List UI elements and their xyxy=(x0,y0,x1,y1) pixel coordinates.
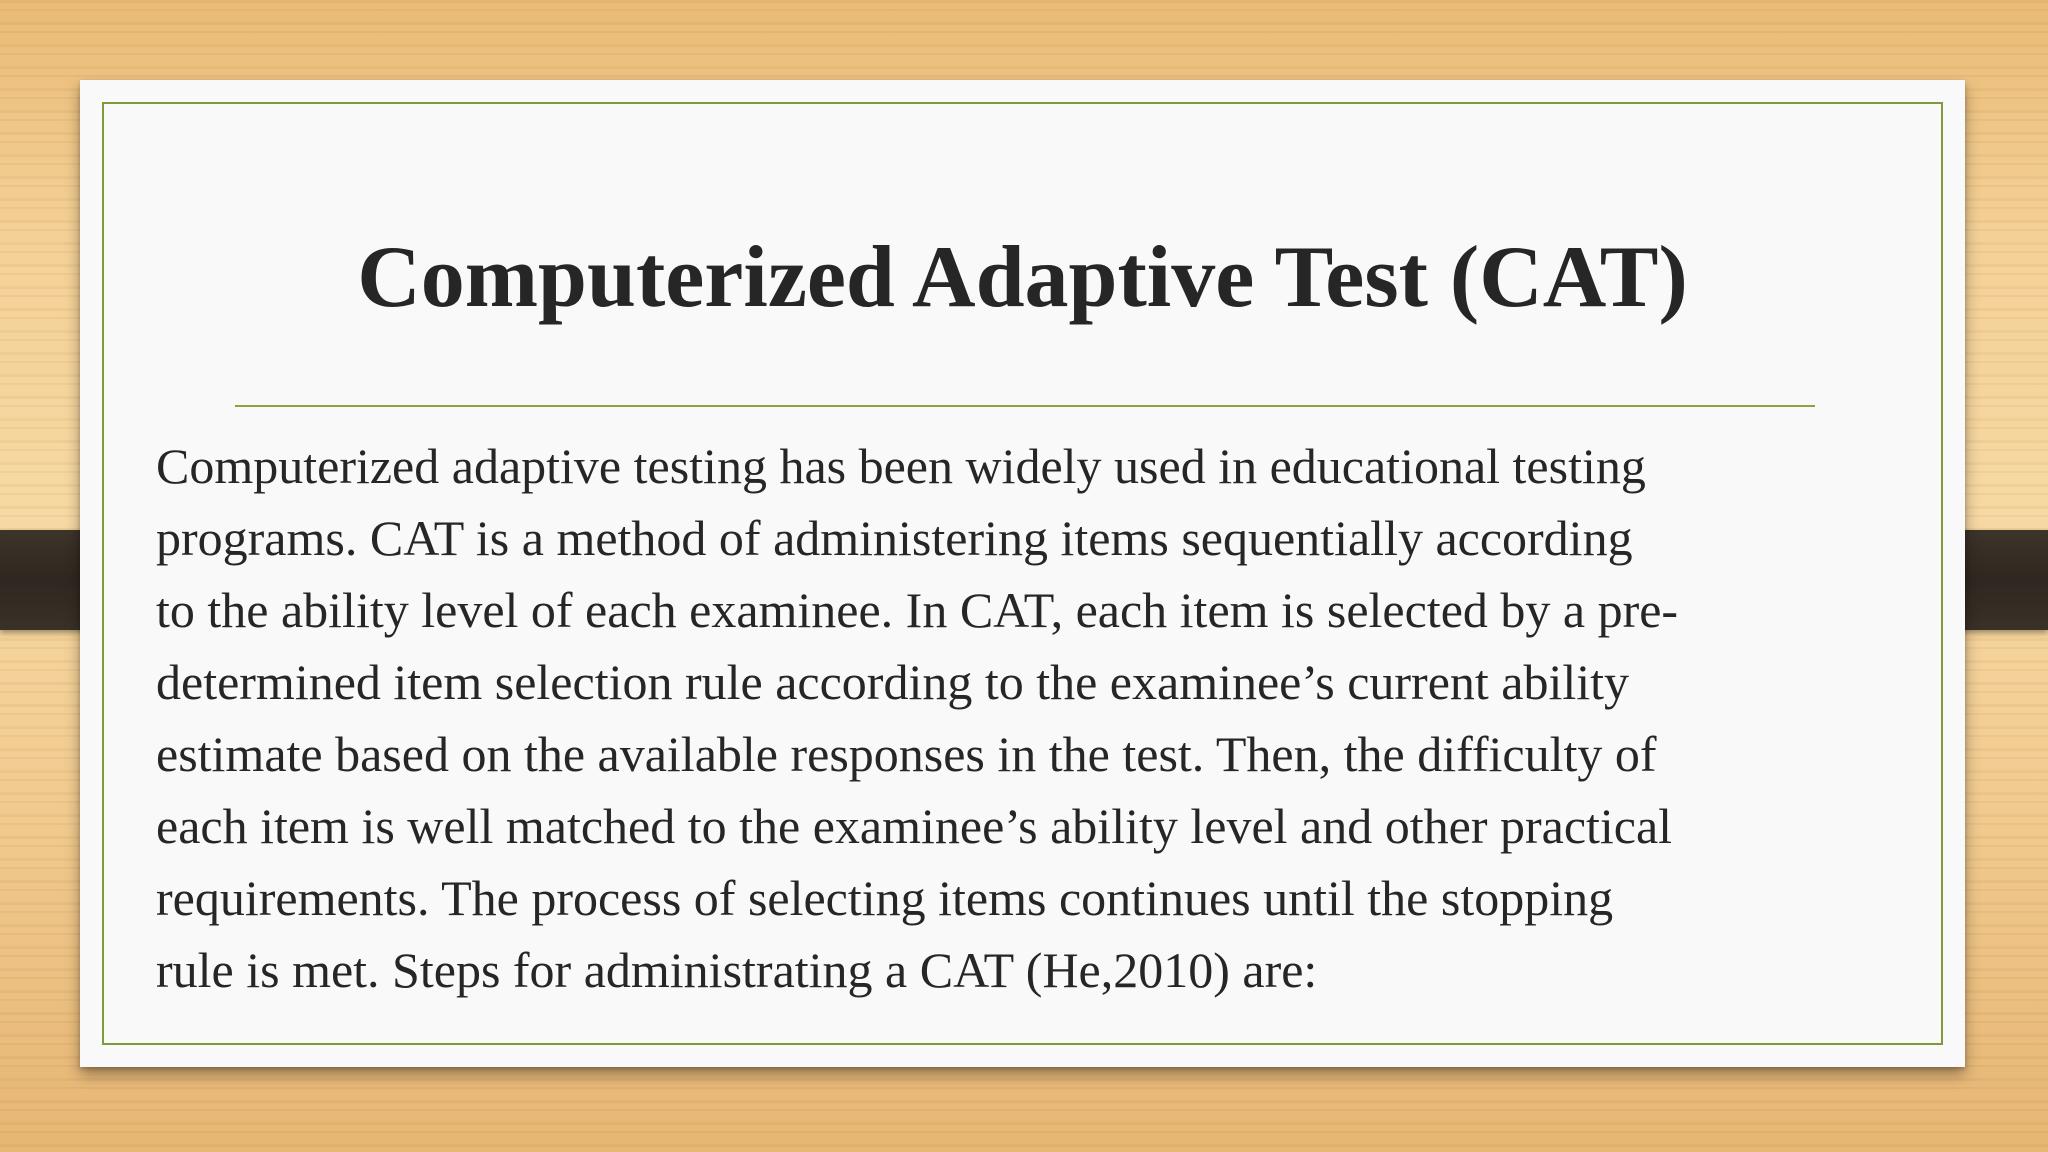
slide-body-text xyxy=(156,430,1916,1006)
body-line: programs. CAT is a method of administering items sequentially according xyxy=(156,510,1633,566)
title-divider xyxy=(235,405,1815,407)
slide-title: Computerized Adaptive Test (CAT) xyxy=(357,229,1688,326)
body-line: each item is well matched to the examinee’s ability level and other practical xyxy=(156,798,1673,854)
body-line: requirements. The process of selecting items continues until the stopping xyxy=(156,870,1614,926)
body-line: estimate based on the available responses in the test. Then, the difficulty of xyxy=(156,726,1657,782)
slide-card xyxy=(80,80,1965,1067)
body-line: Computerized adaptive testing has been widely used in educational testing xyxy=(156,438,1646,494)
body-line: determined item selection rule according to the examinee’s current ability xyxy=(156,654,1630,710)
body-line: to the ability level of each examinee. In CAT, each item is selected by a pre- xyxy=(156,582,1679,638)
body-line: rule is met. Steps for administrating a CAT (He,2010) are: xyxy=(156,942,1318,998)
